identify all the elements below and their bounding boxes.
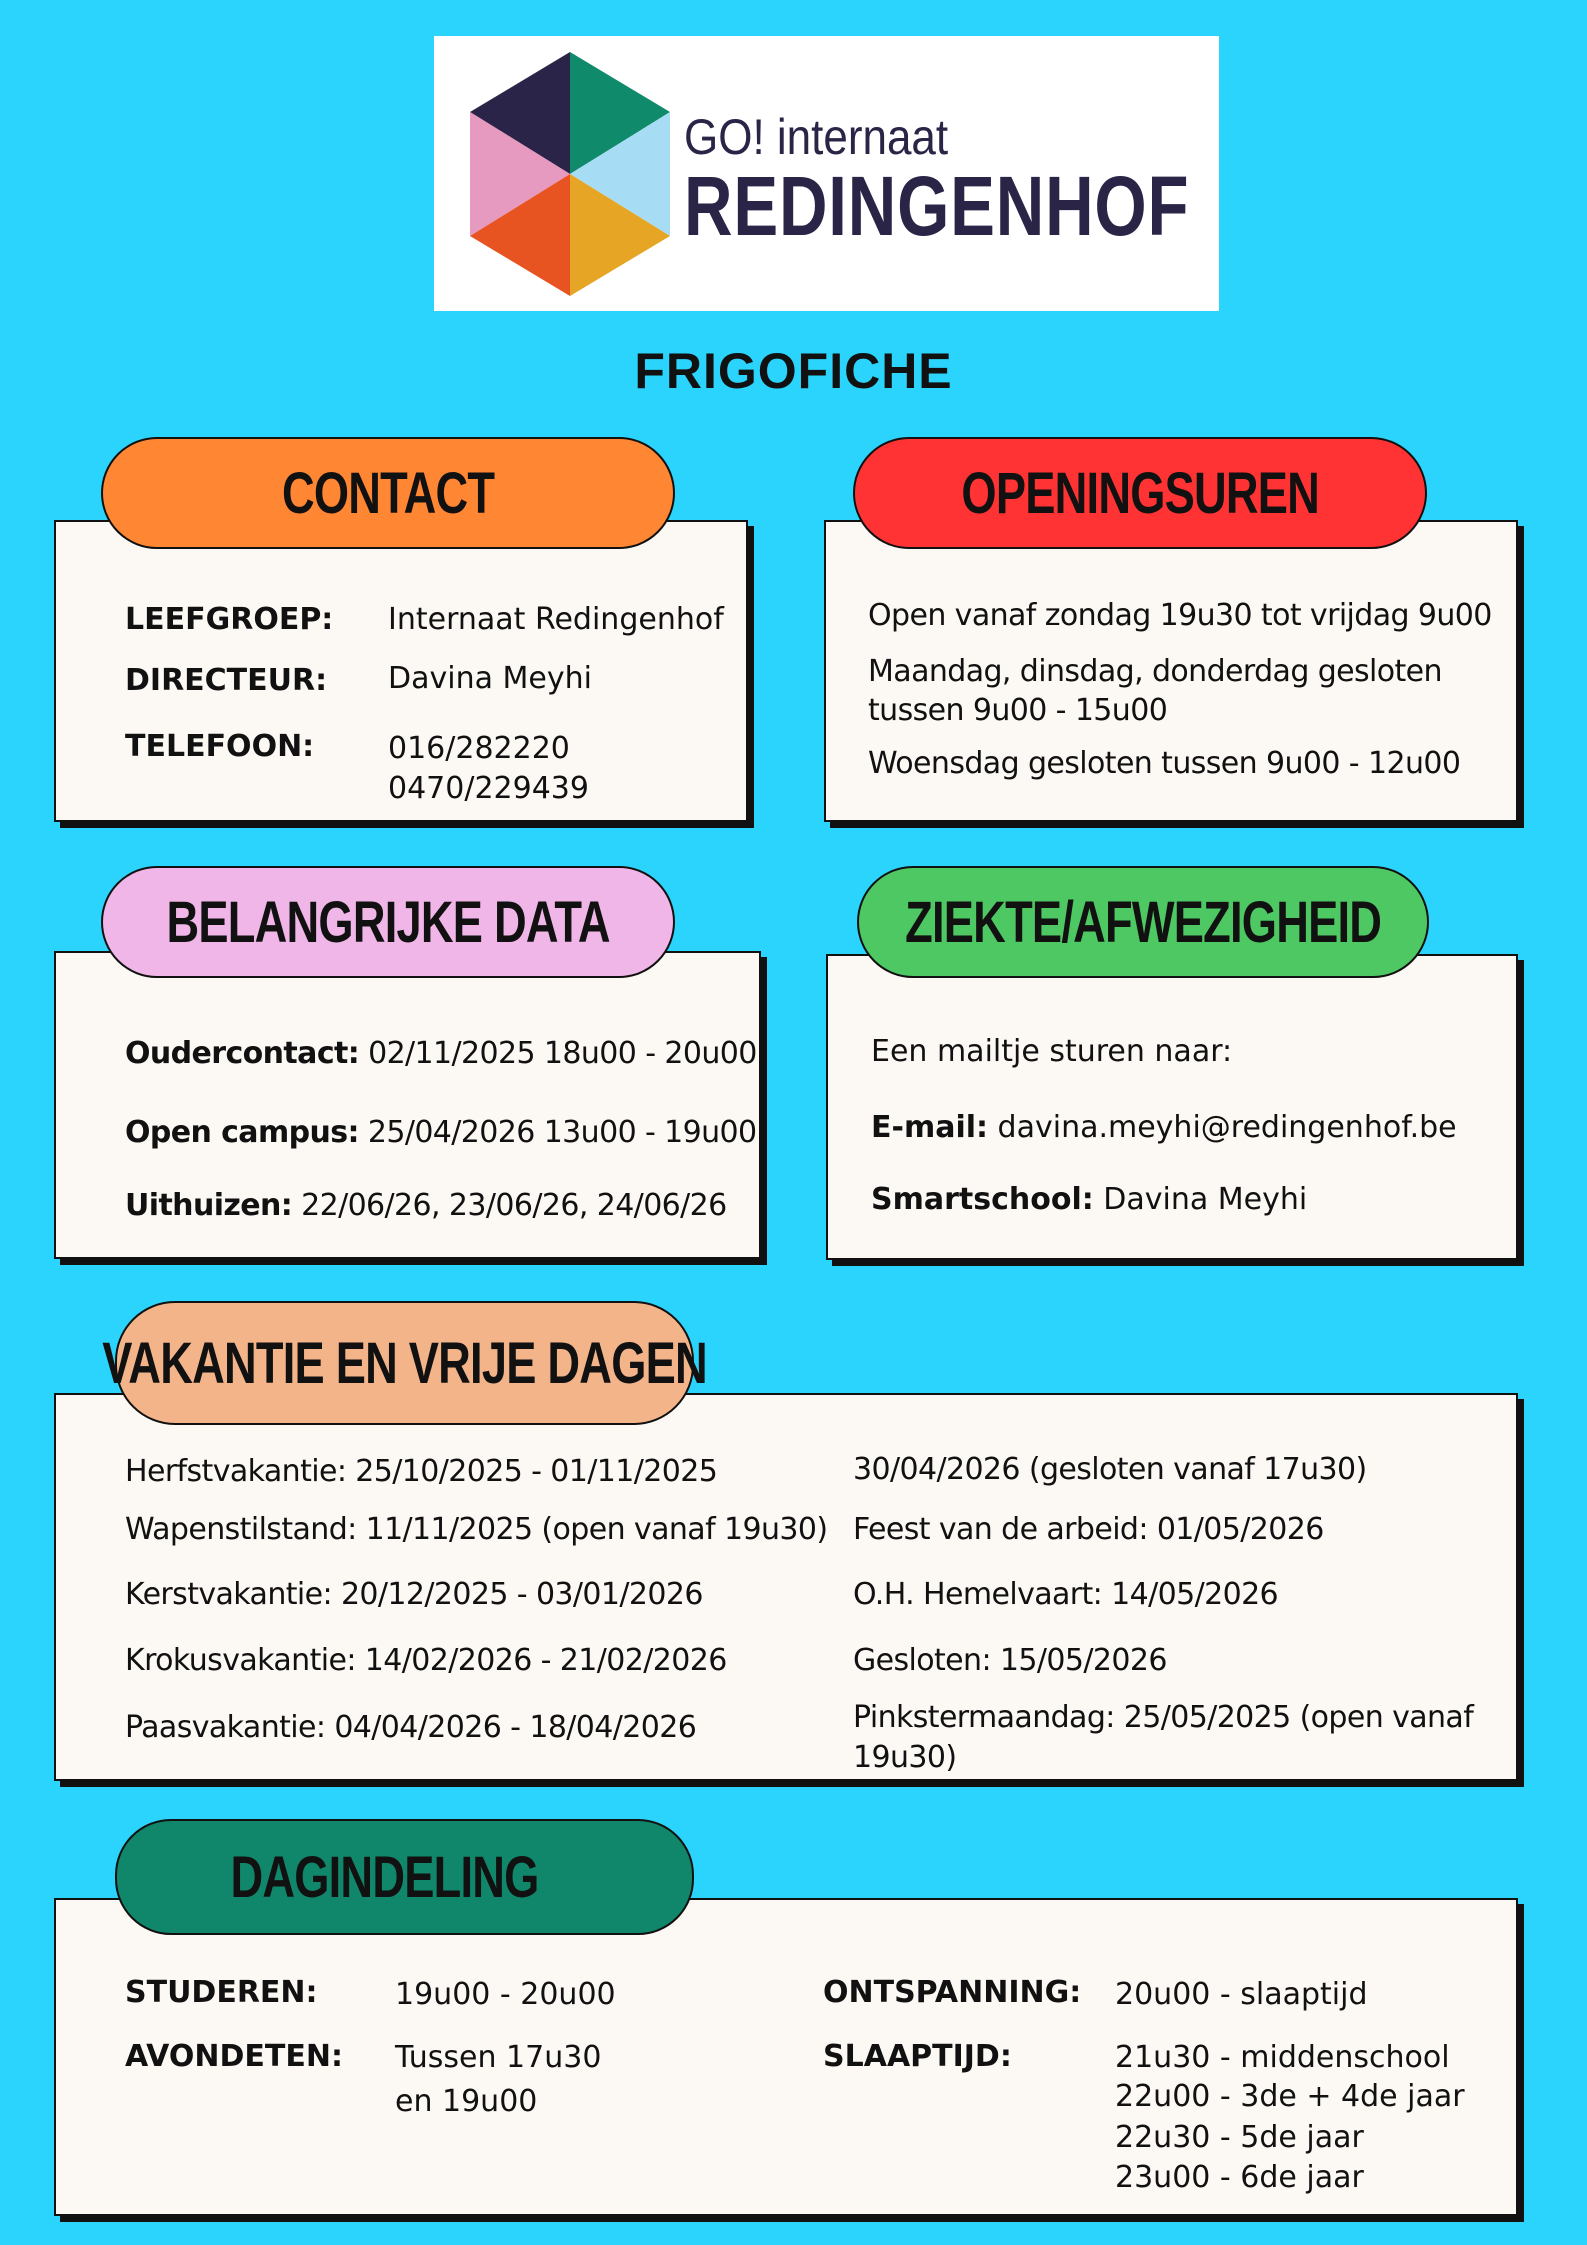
ziekte-row-email — [871, 1108, 1457, 1148]
vakantie-left-2: Wapenstilstand: 11/11/2025 (open vanaf 19u30) — [125, 1512, 828, 1547]
openingsuren-line-2: Maandag, dinsdag, donderdag gesloten — [868, 654, 1442, 689]
data-value-open-campus: 25/04/2026 13u00 - 19u00 — [358, 1115, 757, 1150]
ziekte-label-smartschool: Smartschool: — [871, 1182, 1094, 1217]
vakantie-heading: VAKANTIE EN VRIJE DAGEN — [102, 1330, 707, 1396]
openingsuren-line-1: Open vanaf zondag 19u30 tot vrijdag 9u00 — [868, 598, 1492, 633]
data-row-uithuizen — [125, 1186, 727, 1226]
dagindeling-heading: DAGINDELING — [230, 1844, 539, 1910]
vakantie-right-1: 30/04/2026 (gesloten vanaf 17u30) — [853, 1452, 1367, 1487]
contact-heading: CONTACT — [281, 460, 495, 526]
dagindeling-value-slaaptijd-1: 21u30 - middenschool — [1115, 2040, 1450, 2075]
dagindeling-value-slaaptijd-3: 22u30 - 5de jaar — [1115, 2120, 1364, 2155]
ziekte-value-email[interactable]: davina.meyhi@redingenhof.be — [988, 1110, 1457, 1145]
vakantie-left-4: Krokusvakantie: 14/02/2026 - 21/02/2026 — [125, 1643, 727, 1678]
contact-label-telefoon: TELEFOON: — [125, 729, 315, 764]
vakantie-right-3: O.H. Hemelvaart: 14/05/2026 — [853, 1577, 1279, 1612]
vakantie-left-1: Herfstvakantie: 25/10/2025 - 01/11/2025 — [125, 1454, 718, 1489]
dagindeling-value-avondeten-1: Tussen 17u30 — [395, 2040, 602, 2075]
ziekte-heading-pill — [857, 866, 1429, 978]
ziekte-label-email: E-mail: — [871, 1110, 989, 1145]
dagindeling-label-studeren: STUDEREN: — [125, 1975, 318, 2010]
dagindeling-label-slaaptijd: SLAAPTIJD: — [823, 2039, 1012, 2074]
data-label-open-campus: Open campus: — [125, 1115, 359, 1150]
openingsuren-heading-pill — [853, 437, 1427, 549]
ziekte-row-smartschool — [871, 1180, 1307, 1220]
ziekte-intro: Een mailtje sturen naar: — [871, 1034, 1233, 1069]
vakantie-left-3: Kerstvakantie: 20/12/2025 - 03/01/2026 — [125, 1577, 703, 1612]
data-value-uithuizen: 22/06/26, 23/06/26, 24/06/26 — [292, 1188, 727, 1223]
ziekte-value-smartschool: Davina Meyhi — [1093, 1182, 1308, 1217]
contact-label-directeur: DIRECTEUR: — [125, 663, 328, 698]
page-title: FRIGOFICHE — [634, 343, 953, 399]
dagindeling-label-avondeten: AVONDETEN: — [125, 2039, 343, 2074]
dagindeling-value-studeren: 19u00 - 20u00 — [395, 1977, 616, 2012]
openingsuren-heading: OPENINGSUREN — [961, 460, 1319, 526]
vakantie-left-5: Paasvakantie: 04/04/2026 - 18/04/2026 — [125, 1710, 697, 1745]
ziekte-heading: ZIEKTE/AFWEZIGHEID — [904, 889, 1382, 955]
dagindeling-heading-pill — [115, 1819, 694, 1935]
hexagon-logo-icon — [470, 52, 670, 296]
contact-value-telefoon-1: 016/282220 — [388, 731, 570, 766]
data-value-oudercontact: 02/11/2025 18u00 - 20u00 — [359, 1036, 757, 1071]
data-label-oudercontact: Oudercontact: — [125, 1036, 360, 1071]
dagindeling-label-ontspanning: ONTSPANNING: — [823, 1975, 1082, 2010]
data-row-oudercontact — [125, 1034, 757, 1074]
contact-value-directeur: Davina Meyhi — [388, 661, 592, 696]
vakantie-heading-pill — [102, 1301, 707, 1425]
dagindeling-value-avondeten-2: en 19u00 — [395, 2084, 538, 2119]
logo-subtitle: GO! internaat — [684, 109, 949, 165]
data-row-open-campus — [125, 1113, 757, 1153]
openingsuren-line-3: tussen 9u00 - 15u00 — [868, 693, 1168, 728]
belangrijke-data-heading-pill — [101, 866, 675, 978]
belangrijke-data-heading: BELANGRIJKE DATA — [166, 889, 610, 955]
logo — [434, 36, 1219, 311]
dagindeling-value-slaaptijd-2: 22u00 - 3de + 4de jaar — [1115, 2079, 1465, 2114]
contact-label-leefgroep: LEEFGROEP: — [125, 602, 334, 637]
logo-name: REDINGENHOF — [684, 159, 1190, 253]
vakantie-right-2: Feest van de arbeid: 01/05/2026 — [853, 1512, 1324, 1547]
dagindeling-value-ontspanning: 20u00 - slaaptijd — [1115, 1977, 1368, 2012]
contact-value-leefgroep: Internaat Redingenhof — [388, 602, 724, 637]
contact-value-telefoon-2: 0470/229439 — [388, 771, 589, 806]
dagindeling-value-slaaptijd-4: 23u00 - 6de jaar — [1115, 2160, 1364, 2195]
vakantie-right-5: Pinkstermaandag: 25/05/2025 (open vanaf — [853, 1700, 1474, 1735]
vakantie-right-4: Gesloten: 15/05/2026 — [853, 1643, 1167, 1678]
openingsuren-line-4: Woensdag gesloten tussen 9u00 - 12u00 — [868, 746, 1461, 781]
vakantie-right-6: 19u30) — [853, 1740, 957, 1775]
contact-heading-pill — [101, 437, 675, 549]
data-label-uithuizen: Uithuizen: — [125, 1188, 293, 1223]
